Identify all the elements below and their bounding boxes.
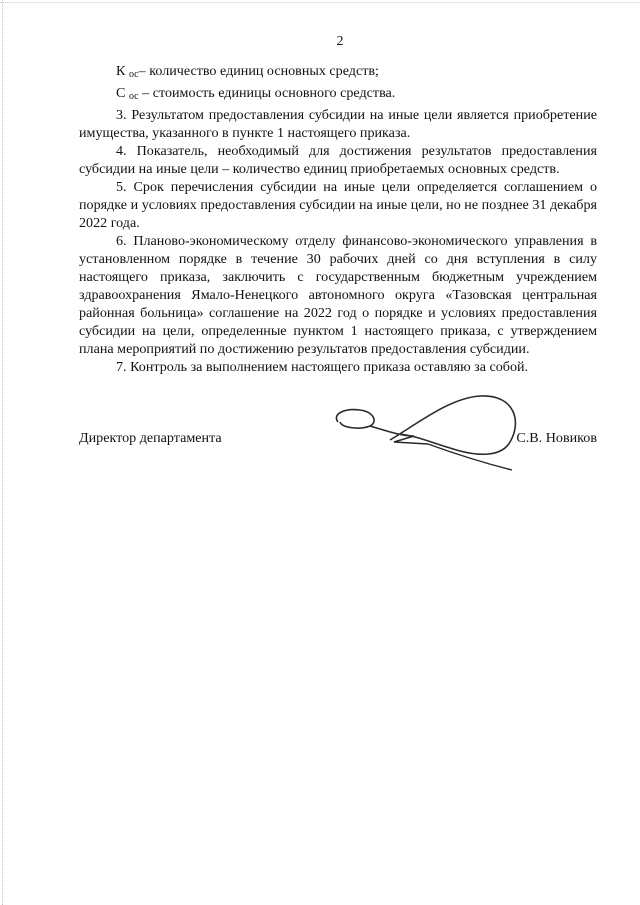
formula-k-symbol: К: [116, 63, 126, 79]
formula-k-text: – количество единиц основных средств;: [138, 63, 379, 79]
signature-block: [79, 430, 597, 450]
paragraph-item-4: 4. Показатель, необходимый для достижения результатов предоставления субсидии на иные цели – количество единиц приобретаемых основных средств.: [79, 143, 597, 177]
page-number: 2: [336, 34, 344, 49]
paragraph-item-3: 3. Результатом предоставления субсидии на иные цели является приобретение имущества, указанного в пункте 1 настоящего приказа.: [79, 107, 597, 141]
scan-edge-top: [0, 2, 640, 4]
formula-k-definition: [79, 62, 597, 84]
formula-c-definition: [79, 84, 597, 106]
formula-c-symbol: С: [116, 85, 126, 101]
paragraph-item-5: 5. Срок перечисления субсидии на иные цели определяется соглашением о порядке и условиях предоставления субсидии на иные цели, но не позднее 31 декабря 2022 года.: [79, 179, 597, 231]
scan-edge-left: [2, 0, 4, 905]
formula-k-subscript: ос: [128, 69, 139, 80]
formula-c-subscript: ос: [128, 91, 139, 102]
document-body: [79, 62, 597, 376]
paragraph-item-7: 7. Контроль за выполнением настоящего приказа оставляю за собой.: [116, 359, 529, 375]
signatory-title: Директор департамента: [79, 430, 222, 446]
signatory-name: С.В. Новиков: [516, 430, 597, 446]
formula-c-text: – стоимость единицы основного средства.: [138, 85, 396, 101]
paragraph-item-6: 6. Планово-экономическому отделу финансово-экономического управления в установленном порядке в течение 30 рабочих дней со дня вступления в силу настоящего приказа, заключить с государственным бюджетным учреждением здравоохранения Ямало-Ненецкого автономного округа «Тазовская центральная районная больница» соглашение на 2022 год о порядке и условиях предоставления субсидии на цели, определенные пунктом 1 настоящего приказа, с утверждением плана мероприятий по достижению результатов предоставления субсидии.: [79, 233, 597, 357]
